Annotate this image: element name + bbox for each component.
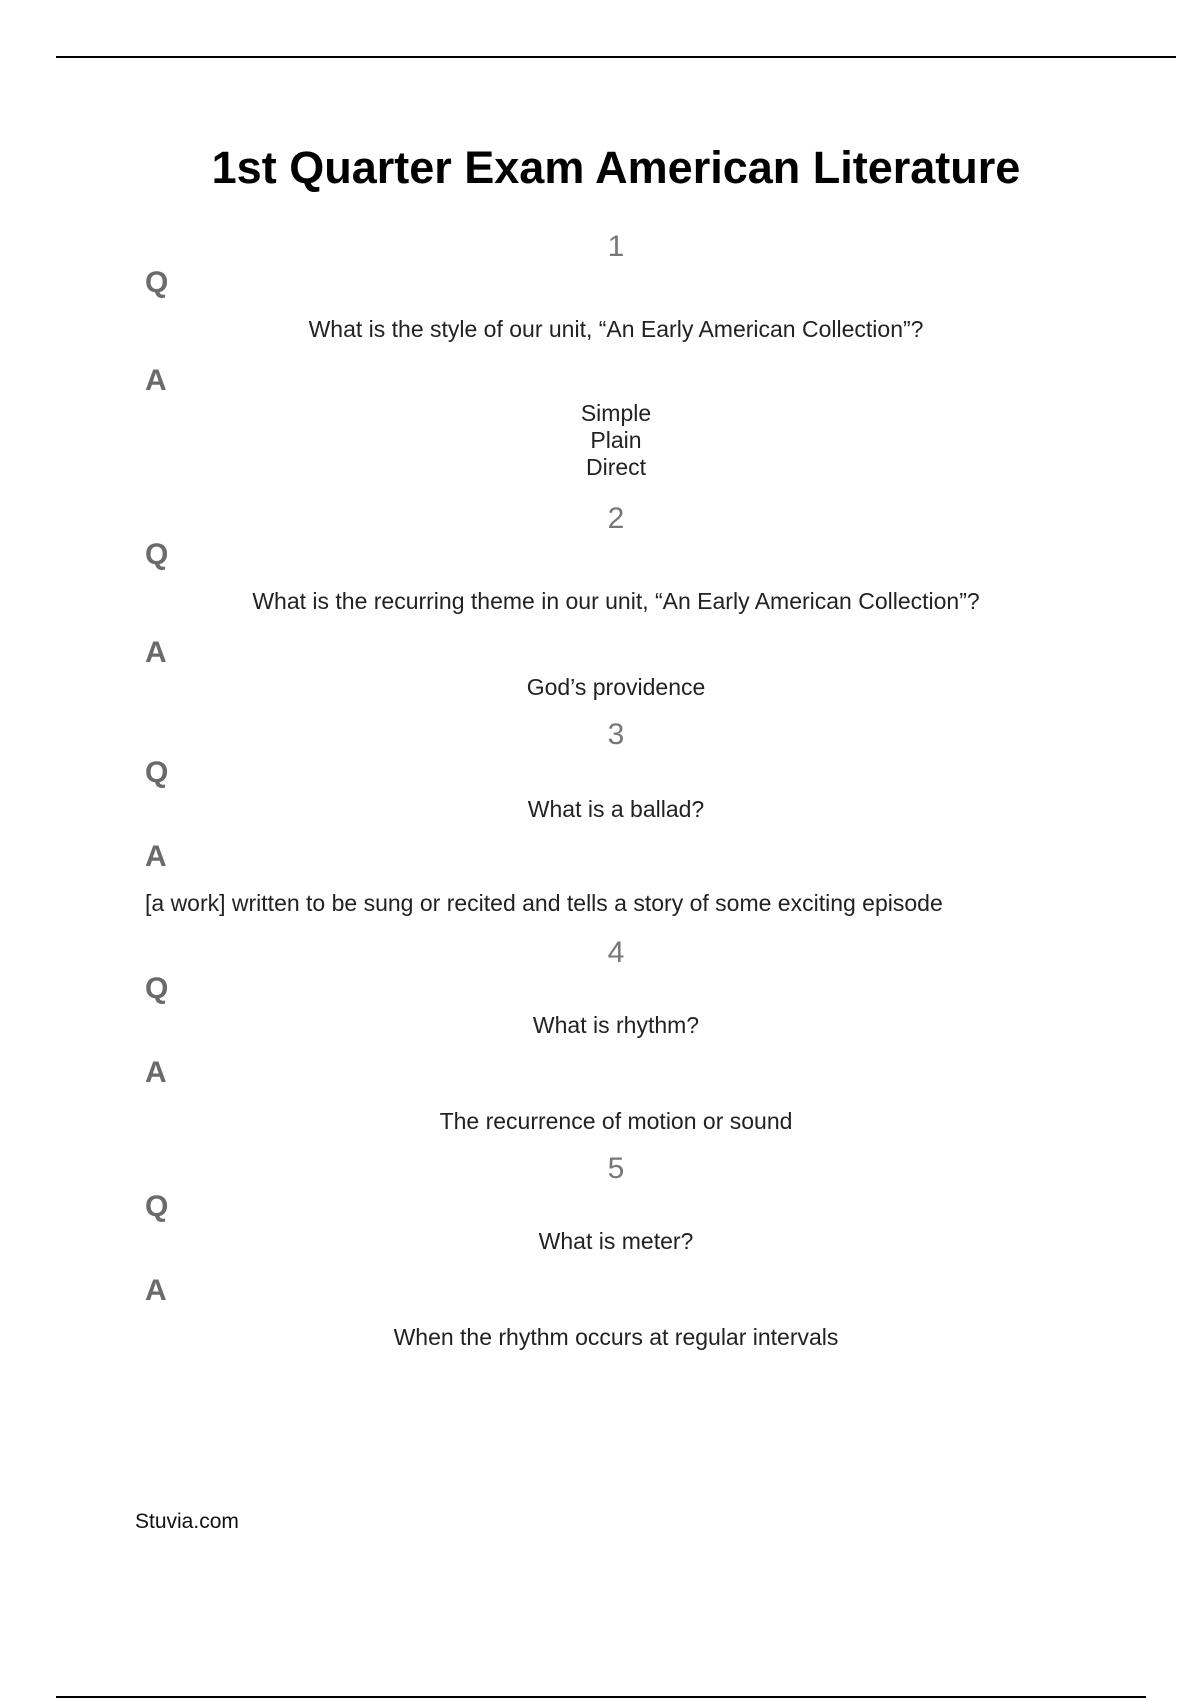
question-text-5: What is meter? xyxy=(538,1228,694,1254)
footer-source: Stuvia.com xyxy=(135,1510,239,1533)
question-number-4: 4 xyxy=(607,936,625,969)
answer-text-5: When the rhythm occurs at regular intervals xyxy=(393,1324,839,1350)
answer-line: Direct xyxy=(585,454,647,480)
question-text-1: What is the style of our unit, “An Early American Collection”? xyxy=(308,316,924,342)
answer-text-3: [a work] written to be sung or recited and tells a story of some exciting episode xyxy=(145,890,943,916)
question-label: Q xyxy=(145,538,169,571)
answer-line: Simple xyxy=(580,400,652,426)
answer-text-2: God’s providence xyxy=(526,674,706,700)
question-text-4: What is rhythm? xyxy=(532,1012,700,1038)
answer-label: A xyxy=(145,1056,167,1089)
question-label: Q xyxy=(145,972,169,1005)
answer-text-4: The recurrence of motion or sound xyxy=(439,1108,793,1134)
answer-label: A xyxy=(145,364,167,397)
top-rule xyxy=(56,56,1176,58)
question-label: Q xyxy=(145,756,169,789)
bottom-rule xyxy=(56,1696,1146,1698)
question-label: Q xyxy=(145,1190,169,1223)
page-title: 1st Quarter Exam American Literature xyxy=(211,142,1021,193)
answer-text-1 xyxy=(0,400,1200,481)
question-text-2: What is the recurring theme in our unit, “An Early American Collection”? xyxy=(252,588,980,614)
question-label: Q xyxy=(145,266,169,299)
question-number-3: 3 xyxy=(607,718,625,751)
question-number-5: 5 xyxy=(607,1152,625,1185)
question-text-3: What is a ballad? xyxy=(527,796,705,822)
answer-label: A xyxy=(145,636,167,669)
answer-label: A xyxy=(145,1274,167,1307)
question-number-2: 2 xyxy=(607,502,625,535)
answer-label: A xyxy=(145,840,167,873)
answer-line: Plain xyxy=(590,427,642,453)
question-number-1: 1 xyxy=(607,230,625,263)
